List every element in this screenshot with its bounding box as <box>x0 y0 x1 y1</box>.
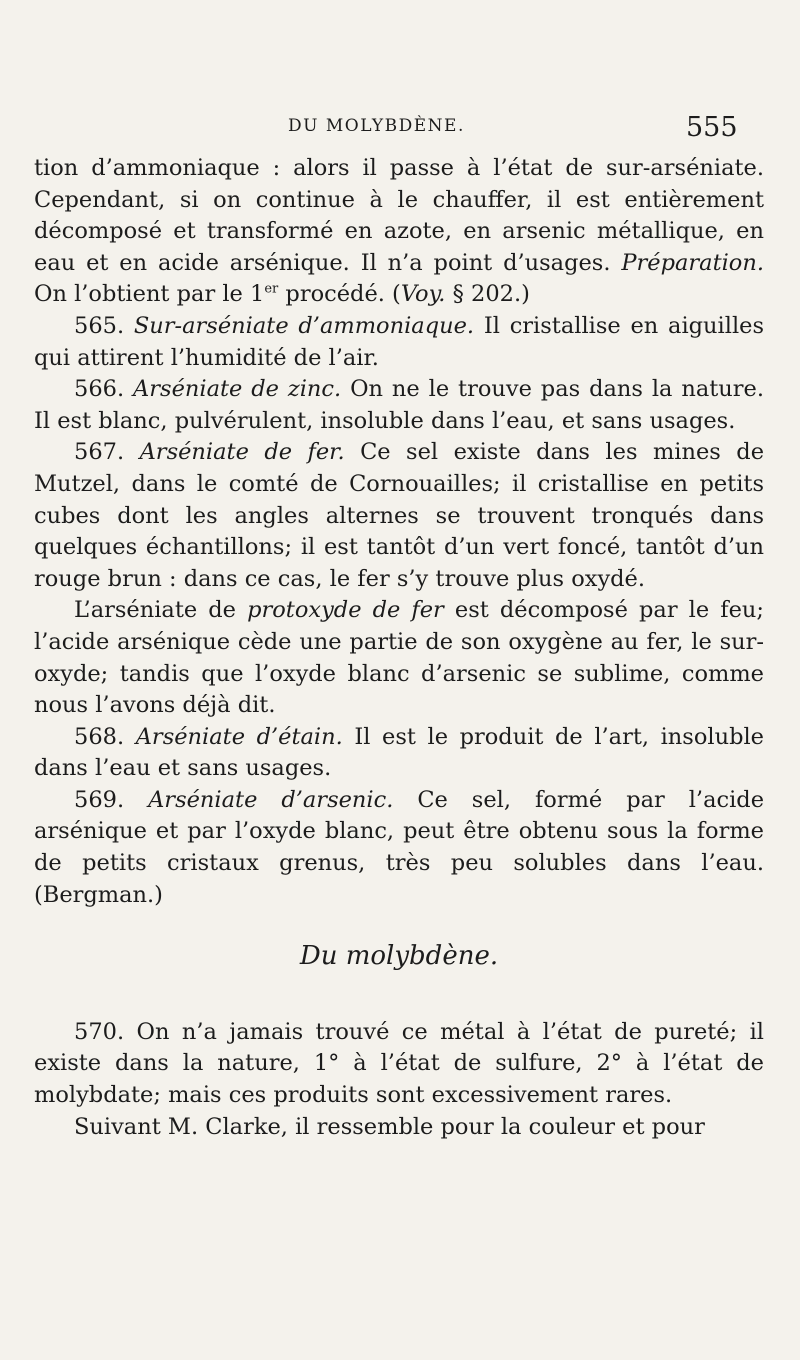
text-run: 565. <box>74 312 134 339</box>
italic-text: Arséniate d’étain. <box>135 723 343 750</box>
paragraph <box>34 722 764 785</box>
text-run: Ce sel, formé par l’acide arsénique et par l’oxyde blanc, peut être obtenu sous la forme de petits cristaux grenus, très peu solubles dans l’eau. (Bergman.) <box>34 786 765 908</box>
text-run: Il est le produit de l’art, insoluble dans l’eau et sans usages. <box>34 723 764 782</box>
paragraphs-after-section <box>34 1017 764 1143</box>
text-run: tion d’ammoniaque : alors il passe à l’état de sur-arséniate. Cependant, si on continue à le chauffer, il est entièrement décomposé et transformé en azote, en arsenic métallique, en eau et en acide arsénique. Il n’a point d’usages. <box>34 155 764 276</box>
paragraph <box>34 785 764 911</box>
text-run: On ne le trouve pas dans la nature. Il est blanc, pulvérulent, insoluble dans l’eau, et sans usages. <box>34 376 765 434</box>
italic-text: protoxyde de fer <box>247 597 444 624</box>
superscript-text: er <box>264 281 279 297</box>
text-run: 567. <box>74 439 140 466</box>
section-title: Du molybdène. <box>299 941 499 972</box>
text-run: On l’obtient par le 1 <box>34 281 265 308</box>
text-run: procédé. ( <box>278 281 401 308</box>
text-run: L’arséniate de <box>74 597 248 624</box>
text-run: Suivant M. Clarke, il ressemble pour la couleur et pour <box>74 1113 705 1140</box>
italic-text: Arséniate de fer. <box>139 439 345 466</box>
text-run: § 202.) <box>445 281 530 308</box>
text-run: est décomposé par le feu; l’acide arsénique cède une partie de son oxygène au fer, le sur-oxyde; tandis que l’oxyde blanc d’arsenic se sublime, comme nous l’avons déjà dit. <box>34 597 764 719</box>
paragraphs-before-section <box>34 153 764 911</box>
text-run: 568. <box>74 723 136 750</box>
text-run: 569. <box>74 786 149 813</box>
text-run: Ce sel existe dans les mines de Mutzel, dans le comté de Cornouailles; il cristallise en petits cubes dont les angles alternes se trouvent tronqués dans quelques échantillons; il est tantôt d’un vert foncé, tantôt d’un rouge brun : dans ce cas, le fer s’y trouve plus oxydé. <box>34 439 765 592</box>
paragraph <box>34 153 764 311</box>
paragraph <box>34 374 764 437</box>
text-run: 566. <box>74 376 134 403</box>
italic-text: Arséniate de zinc. <box>133 376 342 403</box>
italic-text: Arséniate d’arsenic. <box>148 786 394 813</box>
running-title: DU MOLYBDÈNE. <box>288 116 465 136</box>
page-number: 555 <box>686 112 738 143</box>
text-run: Il cristallise en aiguilles qui attirent l’humidité de l’air. <box>34 312 765 371</box>
paragraph <box>34 1017 764 1112</box>
paragraph <box>34 1112 764 1144</box>
paragraph <box>34 311 764 374</box>
page-body <box>34 153 764 1143</box>
text-run: 570. On n’a jamais trouvé ce métal à l’état de pureté; il existe dans la nature, 1° à l’état de sulfure, 2° à l’état de molybdate; mais ces produits sont excessivement rares. <box>34 1018 764 1109</box>
paragraph <box>34 595 764 721</box>
italic-text: Sur-arséniate d’ammoniaque. <box>133 312 475 339</box>
italic-text: Voy. <box>400 281 446 308</box>
italic-text: Préparation. <box>621 249 764 276</box>
page-header <box>0 112 800 148</box>
paragraph <box>34 437 764 595</box>
